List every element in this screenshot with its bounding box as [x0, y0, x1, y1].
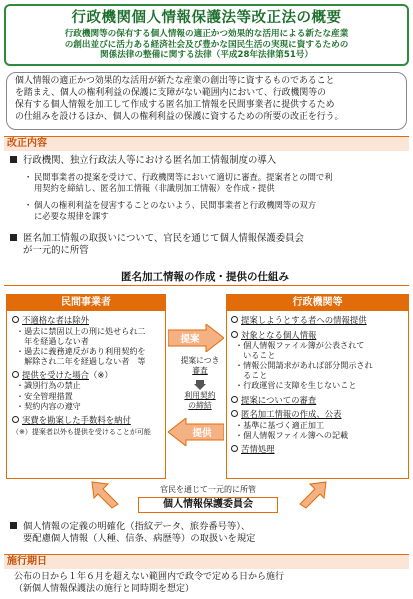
arrow-diag-left-icon — [90, 480, 120, 510]
panel-private — [6, 294, 166, 479]
circle-bullet-icon — [12, 371, 19, 378]
summary-box — [6, 72, 407, 130]
sub-item-2: ・ 個人の権利利益を侵害することのないよう、民間事業者と行政機関等の双方 に必要な規律を課す — [24, 200, 317, 221]
right-item-4-subs — [231, 420, 405, 440]
arrow-diag-right-icon — [298, 480, 328, 510]
circle-bullet-icon — [231, 316, 238, 323]
center-note-line: 審査 — [192, 365, 208, 375]
left-item-2-subs — [12, 380, 161, 410]
right-sub: ・個人情報ファイル簿が公表されて — [235, 340, 365, 350]
panel-gov — [226, 294, 409, 479]
bullet-3-line: 個人情報の定義の明確化（指紋データ、旅券番号等）、 — [23, 521, 251, 532]
left-item-3-text: 実費を勘案した手数料を納付 — [22, 414, 131, 425]
panel-gov-head: 行政機関等 — [227, 295, 408, 311]
right-item-5 — [231, 444, 405, 455]
arrow-left-icon — [168, 418, 224, 446]
center-note-line: 利用契約 — [184, 391, 216, 400]
left-item-1 — [12, 315, 161, 326]
subtitle-line: 行政機関等の保有する個人情報の適正かつ効果的な活用による新たな産業 — [64, 29, 349, 40]
right-sub: ・行政運営に支障を生じないこと — [235, 380, 357, 391]
circle-bullet-icon — [12, 316, 19, 323]
right-item-2-text: 対象となる個人情報 — [241, 329, 317, 340]
flow-title: 匿名加工情報の作成・提供の仕組み — [121, 271, 289, 283]
sub-item-1-line: 民間事業者の提案を受けて、行政機関等において適切に審査。提案者との間で利 — [34, 172, 333, 182]
sub-item-1-line: 用契約を締結し、匿名加工情報（非識別加工情報）を作成・提供 — [34, 182, 275, 193]
subtitle-line: 関係法律の整備に関する法律（平成28年法律第51号） — [100, 50, 313, 61]
right-item-1-text: 提案しようとする者への情報提供 — [241, 315, 367, 325]
page-title: 行政機関個人情報保護法等改正法の概要 — [71, 10, 342, 26]
summary-line: を踏まえ、個人の権利利益の保護に支障がない範囲内において、行政機関等の — [15, 87, 326, 98]
bullet-3-line: 要配慮個人情報（人種、信条、病歴等）の取扱いを規定 — [23, 533, 256, 545]
right-item-4 — [231, 409, 405, 420]
right-sub: ・情報公開請求があれば部分開示され — [235, 360, 373, 371]
left-item-2 — [12, 370, 161, 381]
arrow-bottom-label: 提供 — [192, 428, 212, 439]
right-sub: ・基準に基づく適正加工 — [235, 419, 325, 430]
right-item-2-subs — [231, 340, 405, 391]
left-sub: ・安全管理措置 — [16, 390, 73, 401]
left-item-1-subs — [12, 326, 161, 366]
right-sub: いること — [235, 350, 276, 361]
center-note-1 — [176, 356, 224, 375]
center-note-2 — [176, 391, 224, 410]
arrow-right-icon — [168, 324, 224, 352]
circle-bullet-icon — [231, 445, 238, 452]
left-sub: ・過去に禁固以上の刑に処せられ二 — [16, 325, 146, 336]
shiko-line: （新個人情報保護法の施行と同時期を想定） — [14, 583, 195, 594]
square-bullet-icon — [10, 156, 17, 163]
ppc-label: 官民を通じて一元的に所管 — [160, 485, 256, 494]
left-sub: 解除され二年を経過しない者 等 — [16, 355, 146, 366]
summary-line: の仕組みを設けるほか、個人の権利利益の保護に資するための所要の改正を行う。 — [15, 111, 344, 122]
sub-item-2-line: に必要な規律を課す — [34, 210, 109, 221]
center-note-line: の締結 — [188, 400, 212, 410]
summary-line: 保有する個人情報を加工して作成する匿名加工情報を民間事業者に提供するため — [15, 99, 335, 110]
square-bullet-icon — [10, 522, 17, 529]
bullet-1-text: 行政機関、独立行政法人等における匿名加工情報制度の導入 — [23, 155, 277, 166]
left-item-3 — [12, 415, 161, 426]
left-sub: 年を経過しない者 — [16, 335, 89, 346]
subtitle-line: の創出並びに活力ある経済社会及び豊かな国民生活の実現に資するための — [64, 39, 349, 50]
ppc-box: 個人情報保護委員会 — [138, 497, 278, 513]
section-shiko: 施行期日 — [4, 554, 409, 569]
shiko-line: 公布の日から１年６月を超えない範囲内で政令で定める日から施行 — [14, 572, 285, 582]
circle-bullet-icon — [231, 331, 238, 338]
right-item-1 — [231, 315, 405, 326]
right-item-3-text: 提案についての審査 — [241, 394, 317, 405]
left-sub: ・識別行為の禁止 — [16, 380, 81, 391]
left-item-1-text: 不適格な者は除外 — [22, 315, 89, 325]
bullet-1 — [10, 155, 276, 167]
arrow-top-label: 提案 — [180, 334, 200, 345]
bullet-3 — [10, 521, 255, 545]
sub-item-1: ・ 民間事業者の提案を受けて、行政機関等において適切に審査。提案者との間で利 用契約を締結し、匿名加工情報（非識別加工情報）を作成・提供 — [24, 172, 333, 193]
right-item-4-text: 匿名加工情報の作成、公表 — [241, 409, 342, 420]
sub-item-2-line: 個人の権利利益を侵害することのないよう、民間事業者と行政機関等の双方 — [34, 200, 317, 210]
left-sub: ・過去に義務違反があり利用契約を — [16, 345, 146, 356]
bullet-2-line: 匿名加工情報の取扱いについて、官民を通じて個人情報保護委員会 — [23, 233, 304, 244]
center-note-line: 提案につき — [180, 356, 220, 365]
circle-bullet-icon — [231, 410, 238, 417]
summary-line: 個人情報の適正かつ効果的な活用が新たな産業の創出等に資するものであること — [15, 76, 335, 86]
subtitle — [6, 29, 407, 60]
title-box — [4, 4, 409, 66]
right-item-5-text: 苦情処理 — [241, 443, 275, 454]
arrow-down-icon — [194, 380, 206, 390]
circle-bullet-icon — [231, 396, 238, 403]
left-note: （※）提案者以外も提供を受けることが可能 — [12, 428, 151, 437]
left-sub: ・契約内容の遵守 — [16, 400, 81, 411]
divider — [4, 285, 409, 286]
shiko-text — [14, 572, 284, 595]
bullet-2-line: が一元的に所管 — [23, 245, 89, 257]
circle-bullet-icon — [12, 416, 19, 423]
right-item-2 — [231, 330, 405, 341]
left-item-2-note: （※） — [89, 369, 113, 380]
left-item-2-text: 提供を受けた場合 — [22, 369, 89, 380]
right-sub: ること — [235, 370, 268, 381]
square-bullet-icon — [10, 234, 17, 241]
section-kaisei: 改正内容 — [4, 136, 409, 151]
right-item-3 — [231, 395, 405, 406]
bullet-2 — [10, 233, 304, 257]
panel-private-head: 民間事業者 — [7, 295, 165, 311]
right-sub: ・個人情報ファイル簿への記載 — [235, 429, 349, 440]
